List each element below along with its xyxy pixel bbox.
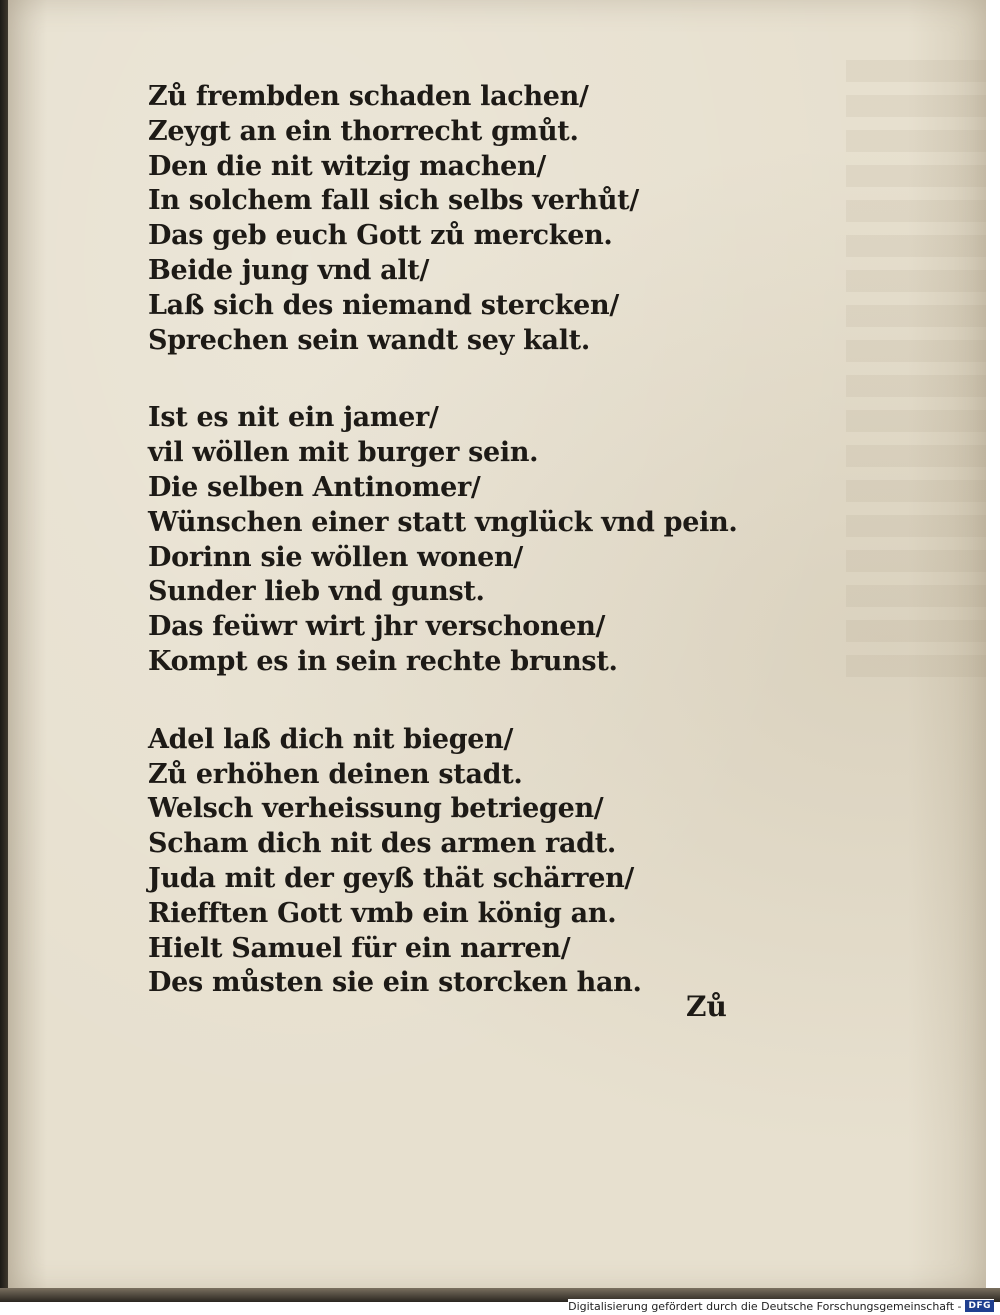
dfg-logo: DFG bbox=[965, 1300, 994, 1312]
verse-line: Beide jung vnd alt/ bbox=[148, 254, 430, 286]
verse-line: Dorinn sie wöllen wonen/ bbox=[148, 541, 523, 573]
verse-line: Welsch verheissung betriegen/ bbox=[148, 793, 604, 825]
catchword: Zů bbox=[686, 990, 727, 1023]
verse-line: Das geb euch Gott zů mercken. bbox=[148, 220, 613, 252]
funding-credit bbox=[568, 1299, 994, 1313]
verse-line: Hielt Samuel für ein narren/ bbox=[148, 932, 571, 964]
verse-line: Riefften Gott vmb ein könig an. bbox=[148, 897, 617, 929]
verse-line: vil wöllen mit burger sein. bbox=[148, 437, 539, 469]
verse-line: Scham dich nit des armen radt. bbox=[148, 828, 617, 860]
verse-line: Des můsten sie ein storcken han. bbox=[148, 967, 642, 999]
funding-credit-text: Digitalisierung gefördert durch die Deutsche Forschungsgemeinschaft - bbox=[568, 1299, 962, 1313]
stanza-1 bbox=[148, 80, 748, 358]
verse-line: Ist es nit ein jamer/ bbox=[148, 402, 439, 434]
verse-line: Sunder lieb vnd gunst. bbox=[148, 576, 485, 608]
verse-line: Den die nit witzig machen/ bbox=[148, 150, 546, 182]
verse-line: Zů frembden schaden lachen/ bbox=[148, 81, 589, 112]
verse-line: In solchem fall sich selbs verhůt/ bbox=[148, 185, 639, 217]
verse-line: Adel laß dich nit biegen/ bbox=[148, 723, 514, 755]
poem-text bbox=[148, 80, 748, 1044]
verse-line: Zů erhöhen deinen stadt. bbox=[148, 758, 523, 790]
verse-line: Laß sich des niemand stercken/ bbox=[148, 289, 619, 321]
stanza-2 bbox=[148, 401, 748, 679]
verse-line: Zeygt an ein thorrecht gmůt. bbox=[148, 115, 579, 147]
verse-line: Sprechen sein wandt sey kalt. bbox=[148, 324, 590, 356]
verse-line: Kompt es in sein rechte brunst. bbox=[148, 645, 618, 677]
verse-line: Die selben Antinomer/ bbox=[148, 471, 481, 503]
verse-line: Juda mit der geyß thät schärren/ bbox=[148, 862, 634, 894]
bleed-through-text bbox=[846, 60, 986, 680]
verse-line: Das feüwr wirt jhr verschonen/ bbox=[148, 611, 606, 643]
verse-line: Wünschen einer statt vnglück vnd pein. bbox=[148, 506, 738, 538]
stanza-3 bbox=[148, 723, 748, 1001]
